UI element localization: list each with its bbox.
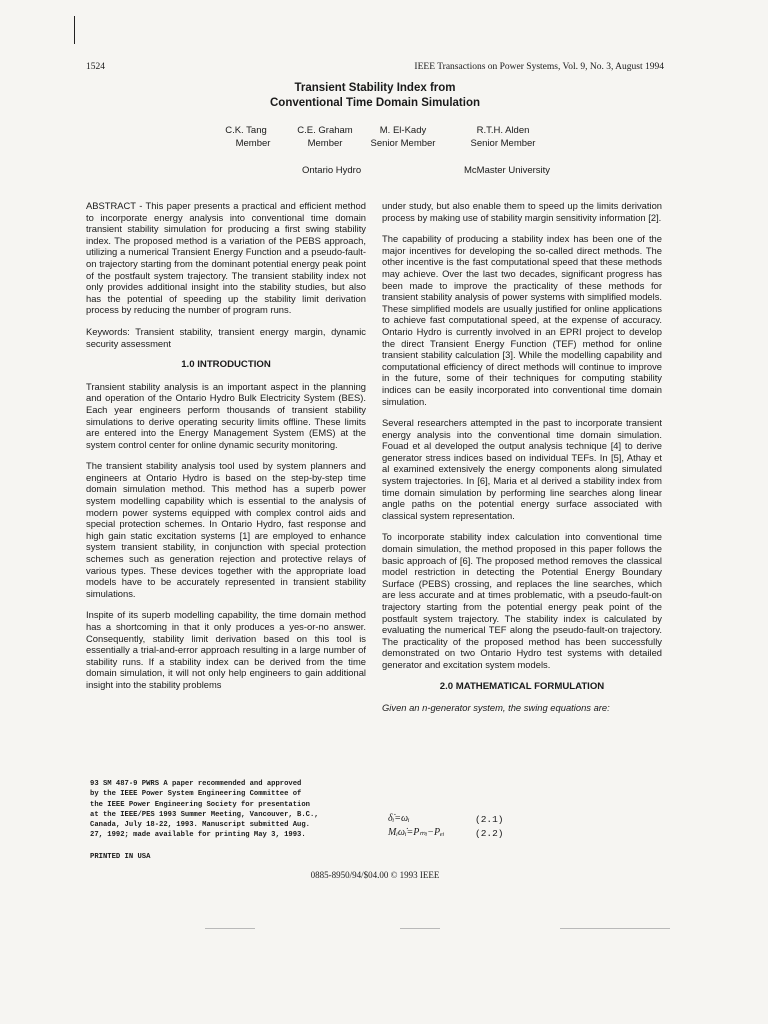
footnote-line: by the IEEE Power System Engineering Committee of	[90, 790, 302, 799]
author-alden	[458, 125, 548, 150]
right-paragraph-1: The capability of producing a stability index has been one of the major incentives for developing the so-called direct methods. The other incentive is the fast computational speed that these methods may achieve. Over the last two decades, significant progress has been made to improve the practicality of these methods for transient stability analysis of power systems with simplified models. These simplified models are usually justified for online applications to achieve fast computational speed, at the expense of accuracy. Ontario Hydro is currently involved in an EPRI project to develop the direct Transient Energy Function (TEF) method for online transient stability calculation [3]. While the modelling capability and computational efficiency of direct methods will continue to improve in the future, some of their techniques for computing stability indices can be easily incorporated into conventional time domain simulation.	[382, 233, 662, 407]
footnote-line: the IEEE Power Engineering Society for presentation	[90, 800, 310, 809]
keywords: Keywords: Transient stability, transient energy margin, dynamic security assessment	[86, 325, 366, 349]
author-role: Member	[307, 137, 343, 149]
author-graham	[290, 125, 360, 150]
affiliation-ontario-hydro: Ontario Hydro	[302, 165, 362, 176]
journal-header: IEEE Transactions on Power Systems, Vol. 9, No. 3, August 1994	[414, 62, 664, 72]
author-role: Senior Member	[470, 137, 536, 149]
title-line-2: Conventional Time Domain Simulation	[269, 97, 480, 109]
author-role: Senior Member	[370, 137, 436, 149]
scan-artifact-line	[205, 928, 255, 929]
affiliation-mcmaster: McMaster University	[464, 165, 551, 176]
footnote-line: at the IEEE/PES 1993 Summer Meeting, Vancouver, B.C.,	[90, 810, 319, 819]
author-name: C.K. Tang	[225, 125, 267, 136]
paper-title	[86, 81, 664, 111]
scan-artifact-line	[560, 928, 670, 929]
margin-mark	[74, 16, 75, 44]
author-name: M. El-Kady	[379, 125, 427, 136]
author-name: C.E. Graham	[297, 125, 353, 136]
equation-2-2: Mᵢω̇ᵢ=Pₘᵢ−Pₑᵢ	[388, 827, 445, 838]
author-name: R.T.H. Alden	[476, 125, 530, 136]
footnote-line: 27, 1992; made available for printing May 3, 1993.	[90, 831, 306, 840]
swing-equations-intro: Given an n-generator system, the swing equations are:	[382, 702, 610, 714]
copyright-line: 0885-8950/94/$04.00 © 1993 IEEE	[310, 870, 440, 880]
footnote	[90, 779, 362, 841]
page-number: 1524	[86, 62, 105, 72]
scan-artifact-line	[400, 928, 440, 929]
right-paragraph-2: Several researchers attempted in the past to incorporate transient energy analysis into the conventional time domain simulation. Fouad et al developed the output analysis technique [4] to derive generator stress indices based on individual TEFs. In [5], Athay et al examined extensively the energy components along simulated system trajectories. In [6], Maria et al derived a stability index from time domain simulation by performing line searches along linear angle paths on the potential energy surface associated with classical system representation.	[382, 417, 662, 521]
author-tang	[216, 125, 276, 150]
intro-paragraph-2: The transient stability analysis tool used by system planners and engineers at Ontario Hydro is based on the step-by-step time domain simulation method. This method has a superb power system modelling capability which is essential to the analysis of modern power systems equipped with complex control aids and special protection schemes. In Ontario Hydro, fast response and high gain static excitation systems [1] are employed to enhance system transient stability, in conjunction with special protection schemes such as generation rejection and protective relays of various types. These devices together with the appropriate load models have to be accurately represented in transient stability simulations.	[86, 460, 366, 599]
right-paragraph-3: To incorporate stability index calculation into conventional time domain simulation, the method proposed in this paper follows the basic approach of [6]. The proposed method removes the classical model restriction in detecting the Potential Energy Boundary Surface (PEBS) crossing, and replaces the line searches, which are less accurate and at times problematic, with a pseudo-fault-on trajectory starting from the potential energy peak point of the postfault system trajectory. The stability index is calculated by evaluating the numerical TEF along the pseudo-fault-on trajectory. The practicality of the proposed method has been successfully demonstrated on two Ontario Hydro test systems with detailed generator and excitation system models.	[382, 531, 662, 670]
equation-2-2-number: (2.2)	[475, 828, 504, 839]
abstract: ABSTRACT - This paper presents a practical and efficient method to incorporate energy analysis into conventional time domain transient stability simulation for producing a first swing stability index. The proposed method is a variation of the PEBS approach, utilizing a numerical Transient Energy Function and a pseudo-fault-on trajectory starting from the dominant potential energy peak point of the postfault system trajectory. The transient stability index not only provides additional insight into the stability studies, but also has the potential of speeding up the stability limit derivation process by reducing the number of program runs.	[86, 200, 366, 316]
title-line-1: Transient Stability Index from	[294, 82, 456, 94]
continued-paragraph: under study, but also enable them to speed up the limits derivation process by making use of stability margin sensitivity information [2].	[382, 200, 662, 223]
equation-2-1-number: (2.1)	[475, 814, 504, 825]
section-heading-math: 2.0 MATHEMATICAL FORMULATION	[439, 680, 605, 692]
printed-in-usa: PRINTED IN USA	[90, 853, 151, 861]
author-el-kady	[358, 125, 448, 150]
section-heading-introduction: 1.0 INTRODUCTION	[181, 359, 271, 371]
intro-paragraph-1: Transient stability analysis is an important aspect in the planning and operation of the Ontario Hydro Bulk Electricity System (BES). Each year engineers perform thousands of transient stability simulations to derive operating security limits offline. These limits are entered into the Energy Management System (EMS) at the system control center for online dynamic security monitoring.	[86, 380, 366, 450]
footnote-line: Canada, July 18-22, 1993. Manuscript submitted Aug.	[90, 821, 310, 830]
footnote-line: 93 SM 487-9 PWRS A paper recommended and approved	[90, 780, 302, 788]
right-column	[382, 200, 662, 716]
left-column	[86, 200, 366, 701]
equation-2-1: δ̇ᵢ=ωᵢ	[388, 813, 410, 824]
author-role: Member	[235, 137, 271, 149]
intro-paragraph-3: Inspite of its superb modelling capability, the time domain method has a shortcoming in that it only produces a yes-or-no answer. Consequently, stability limit derivation based on this tool is essentially a trial-and-error approach resulting in a large number of stability runs. If a stability index can be derived from the time domain simulation, it will not only help engineers to gain additional insight into the stability problems	[86, 609, 366, 690]
